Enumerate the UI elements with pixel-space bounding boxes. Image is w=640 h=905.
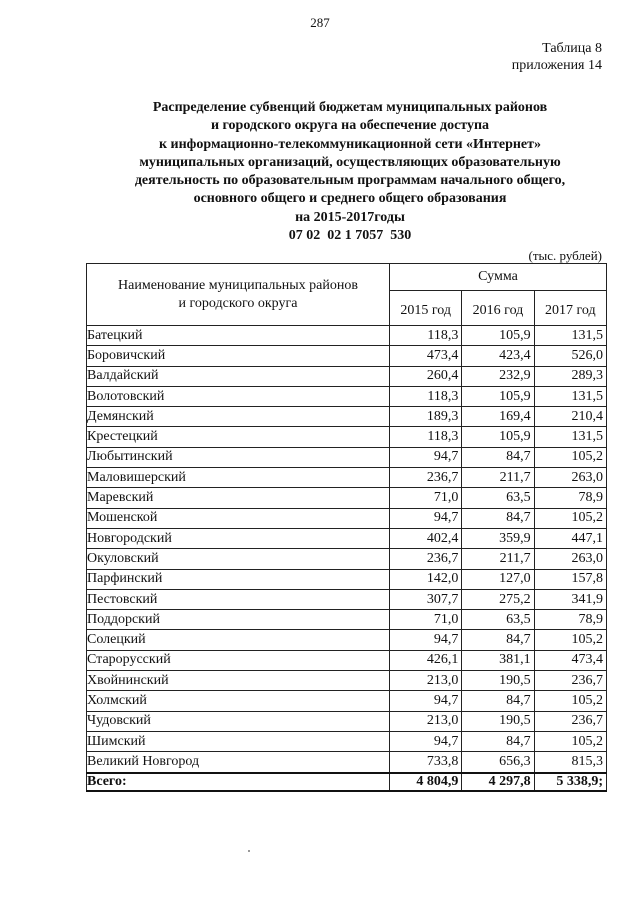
amount-cell: 131,5 [534,386,606,406]
amount-cell: 94,7 [390,731,462,751]
table-row [87,468,607,488]
district-name: Крестецкий [87,427,390,447]
table-ref-line2: приложения 14 [511,58,602,73]
amount-cell: 142,0 [390,569,462,589]
table-row [87,528,607,548]
amount-cell: 94,7 [390,630,462,650]
amount-cell: 118,3 [390,386,462,406]
amount-cell: 656,3 [462,752,534,773]
subsidy-table [86,263,607,792]
amount-cell: 84,7 [462,508,534,528]
amount-cell: 94,7 [390,508,462,528]
table-row [87,407,607,427]
district-name: Холмский [87,691,390,711]
amount-cell: 127,0 [462,569,534,589]
amount-cell: 447,1 [534,528,606,548]
total-amount-cell: 4 297,8 [462,773,534,791]
total-label: Всего: [87,773,390,791]
amount-cell: 190,5 [462,711,534,731]
amount-cell: 84,7 [462,447,534,467]
district-name: Окуловский [87,549,390,569]
district-name: Боровичский [87,346,390,366]
amount-cell: 275,2 [462,589,534,609]
amount-cell: 263,0 [534,468,606,488]
district-name: Батецкий [87,326,390,346]
table-row [87,326,607,346]
amount-cell: 105,9 [462,386,534,406]
total-amount-cell: 5 338,9; [534,773,606,791]
district-name: Валдайский [87,366,390,386]
table-row [87,508,607,528]
amount-cell: 94,7 [390,691,462,711]
table-ref-line1: Таблица 8 [542,41,602,56]
amount-cell: 105,2 [534,508,606,528]
district-name: Солецкий [87,630,390,650]
scan-dot [248,850,250,852]
district-name: Маловишерский [87,468,390,488]
amount-cell: 263,0 [534,549,606,569]
district-name: Новгородский [87,528,390,548]
table-row [87,488,607,508]
title-line: муниципальных организаций, осуществляющих образовательную [139,154,561,170]
district-name: Маревский [87,488,390,508]
amount-cell: 131,5 [534,326,606,346]
amount-cell: 210,4 [534,407,606,427]
year-header: 2015 год [390,291,462,326]
amount-cell: 84,7 [462,731,534,751]
table-row [87,671,607,691]
amount-cell: 63,5 [462,488,534,508]
amount-cell: 169,4 [462,407,534,427]
amount-cell: 236,7 [534,671,606,691]
table-reference [512,40,602,74]
amount-cell: 94,7 [390,447,462,467]
amount-cell: 71,0 [390,488,462,508]
amount-cell: 213,0 [390,711,462,731]
year-header: 2017 год [534,291,606,326]
amount-cell: 307,7 [390,589,462,609]
amount-cell: 289,3 [534,366,606,386]
name-header-line2: и городского округа [178,295,298,311]
amount-cell: 118,3 [390,427,462,447]
table-row [87,427,607,447]
sum-header: Сумма [390,264,607,291]
amount-cell: 105,2 [534,630,606,650]
amount-cell: 105,2 [534,691,606,711]
amount-cell: 71,0 [390,610,462,630]
amount-cell: 232,9 [462,366,534,386]
title-line: и городского округа на обеспечение доступа [210,118,490,134]
amount-cell: 473,4 [390,346,462,366]
table-row [87,366,607,386]
amount-cell: 63,5 [462,610,534,630]
district-name: Чудовский [87,711,390,731]
district-name: Поддорский [87,610,390,630]
amount-cell: 260,4 [390,366,462,386]
title-line: Распределение субвенций бюджетам муниципальных районов [152,100,548,115]
amount-cell: 84,7 [462,630,534,650]
amount-cell: 526,0 [534,346,606,366]
amount-cell: 236,7 [390,549,462,569]
title-line: основного общего и среднего общего образования [193,191,507,207]
amount-cell: 157,8 [534,569,606,589]
units-label: (тыс. рублей) [528,248,602,263]
district-name: Демянский [87,407,390,427]
amount-cell: 359,9 [462,528,534,548]
district-name: Шимский [87,731,390,751]
title-line: к информационно-телекоммуникационной сети «Интернет» [158,136,542,152]
page-number: 287 [310,15,330,30]
amount-cell: 105,9 [462,427,534,447]
district-name: Любытинский [87,447,390,467]
amount-cell: 105,2 [534,447,606,467]
amount-cell: 105,2 [534,731,606,751]
amount-cell: 78,9 [534,610,606,630]
amount-cell: 381,1 [462,650,534,670]
table-row [87,711,607,731]
amount-cell: 423,4 [462,346,534,366]
total-amount-cell: 4 804,9 [390,773,462,791]
table-body [87,326,607,791]
table-row [87,630,607,650]
amount-cell: 78,9 [534,488,606,508]
amount-cell: 733,8 [390,752,462,773]
amount-cell: 211,7 [462,549,534,569]
table-row [87,386,607,406]
table-row [87,610,607,630]
amount-cell: 236,7 [390,468,462,488]
table-row [87,691,607,711]
district-name: Мошенской [87,508,390,528]
table-row [87,447,607,467]
district-name: Волотовский [87,386,390,406]
table-row [87,589,607,609]
title-line: деятельность по образовательным программам начального общего, [134,173,566,189]
district-name: Хвойнинский [87,671,390,691]
amount-cell: 341,9 [534,589,606,609]
title-line: на 2015-2017годы [295,209,405,225]
amount-cell: 402,4 [390,528,462,548]
table-row [87,569,607,589]
amount-cell: 213,0 [390,671,462,691]
amount-cell: 236,7 [534,711,606,731]
document-title [60,99,640,245]
amount-cell: 473,4 [534,650,606,670]
total-row [87,773,607,791]
amount-cell: 118,3 [390,326,462,346]
amount-cell: 211,7 [462,468,534,488]
table-row [87,650,607,670]
district-name: Пестовский [87,589,390,609]
year-header: 2016 год [462,291,534,326]
district-name: Великий Новгород [87,752,390,773]
amount-cell: 815,3 [534,752,606,773]
table-row [87,346,607,366]
district-name: Парфинский [87,569,390,589]
amount-cell: 84,7 [462,691,534,711]
amount-cell: 189,3 [390,407,462,427]
table-row [87,752,607,773]
name-header-line1: Наименование муниципальных районов [118,277,358,293]
district-name: Старорусский [87,650,390,670]
amount-cell: 426,1 [390,650,462,670]
table-row [87,549,607,569]
table-row [87,731,607,751]
name-column-header [87,264,390,326]
amount-cell: 190,5 [462,671,534,691]
amount-cell: 131,5 [534,427,606,447]
budget-code: 07 02 02 1 7057 530 [288,228,412,244]
amount-cell: 105,9 [462,326,534,346]
